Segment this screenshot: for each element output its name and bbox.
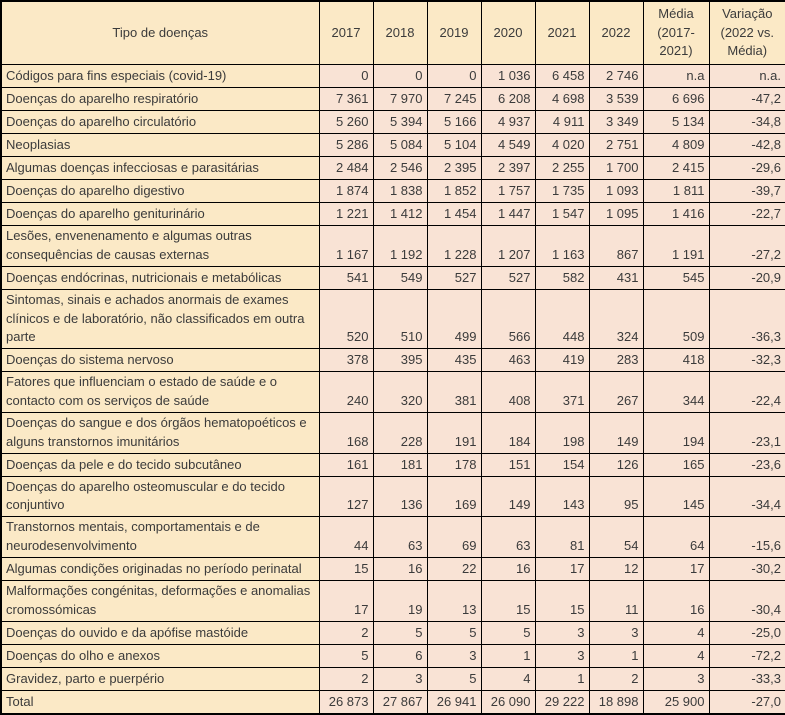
header-year-2022: 2022 bbox=[589, 1, 643, 65]
row-value: 324 bbox=[589, 289, 643, 349]
row-value: 1 874 bbox=[319, 180, 373, 203]
row-label: Doenças do ouvido e da apófise mastóide bbox=[1, 621, 319, 644]
row-value: 149 bbox=[589, 412, 643, 453]
row-value: 267 bbox=[589, 372, 643, 413]
row-value: 320 bbox=[373, 372, 427, 413]
row-value: 44 bbox=[319, 517, 373, 558]
table-row bbox=[1, 453, 785, 476]
row-value: 22 bbox=[427, 557, 481, 580]
row-value: 145 bbox=[643, 476, 709, 517]
table-row bbox=[1, 580, 785, 621]
row-value: -27,2 bbox=[709, 226, 785, 267]
row-value: 549 bbox=[373, 266, 427, 289]
row-value: 344 bbox=[643, 372, 709, 413]
row-value: 69 bbox=[427, 517, 481, 558]
row-value: 6 bbox=[373, 644, 427, 667]
table-row bbox=[1, 644, 785, 667]
row-value: 1 228 bbox=[427, 226, 481, 267]
row-value: 5 134 bbox=[643, 111, 709, 134]
row-value: 18 898 bbox=[589, 690, 643, 714]
row-value: 54 bbox=[589, 517, 643, 558]
row-value: 1 412 bbox=[373, 203, 427, 226]
row-value: 5 bbox=[481, 621, 535, 644]
row-value: 1 093 bbox=[589, 180, 643, 203]
row-value: 371 bbox=[535, 372, 589, 413]
row-value: 3 349 bbox=[589, 111, 643, 134]
row-value: 26 873 bbox=[319, 690, 373, 714]
row-label: Códigos para fins especiais (covid-19) bbox=[1, 65, 319, 88]
header-media: Média (2017-2021) bbox=[643, 1, 709, 65]
row-value: 151 bbox=[481, 453, 535, 476]
table-row bbox=[1, 157, 785, 180]
row-value: 2 751 bbox=[589, 134, 643, 157]
row-value: 2 255 bbox=[535, 157, 589, 180]
row-value: 17 bbox=[643, 557, 709, 580]
row-value: 283 bbox=[589, 349, 643, 372]
row-value: 5 bbox=[319, 644, 373, 667]
row-value: 7 361 bbox=[319, 88, 373, 111]
row-value: 1 852 bbox=[427, 180, 481, 203]
row-value: -23,6 bbox=[709, 453, 785, 476]
row-value: 1 454 bbox=[427, 203, 481, 226]
row-value: 395 bbox=[373, 349, 427, 372]
row-value: 15 bbox=[535, 580, 589, 621]
row-value: 3 bbox=[643, 667, 709, 690]
header-row bbox=[1, 1, 785, 65]
row-value: 228 bbox=[373, 412, 427, 453]
row-value: 431 bbox=[589, 266, 643, 289]
row-value: 5 166 bbox=[427, 111, 481, 134]
row-value: 1 757 bbox=[481, 180, 535, 203]
row-value: 1 167 bbox=[319, 226, 373, 267]
header-year-2020: 2020 bbox=[481, 1, 535, 65]
row-value: -72,2 bbox=[709, 644, 785, 667]
row-value: 4 bbox=[643, 621, 709, 644]
row-value: 0 bbox=[427, 65, 481, 88]
table-row bbox=[1, 266, 785, 289]
row-value: 4 549 bbox=[481, 134, 535, 157]
row-label: Fatores que influenciam o estado de saúde e o contacto com os serviços de saúde bbox=[1, 372, 319, 413]
row-value: 3 539 bbox=[589, 88, 643, 111]
row-value: 582 bbox=[535, 266, 589, 289]
table-row bbox=[1, 289, 785, 349]
row-label: Algumas condições originadas no período perinatal bbox=[1, 557, 319, 580]
row-value: 418 bbox=[643, 349, 709, 372]
row-value: 2 484 bbox=[319, 157, 373, 180]
row-value: 5 bbox=[373, 621, 427, 644]
row-value: 184 bbox=[481, 412, 535, 453]
row-value: 527 bbox=[427, 266, 481, 289]
row-value: 5 286 bbox=[319, 134, 373, 157]
row-value: 81 bbox=[535, 517, 589, 558]
row-value: 4 bbox=[481, 667, 535, 690]
row-value: 25 900 bbox=[643, 690, 709, 714]
row-value: 191 bbox=[427, 412, 481, 453]
row-value: 136 bbox=[373, 476, 427, 517]
row-value: 3 bbox=[535, 621, 589, 644]
row-value: n.a bbox=[643, 65, 709, 88]
row-value: 4 020 bbox=[535, 134, 589, 157]
row-value: 1 735 bbox=[535, 180, 589, 203]
row-value: -23,1 bbox=[709, 412, 785, 453]
row-value: 149 bbox=[481, 476, 535, 517]
table-row bbox=[1, 667, 785, 690]
row-value: 545 bbox=[643, 266, 709, 289]
row-value: 1 bbox=[481, 644, 535, 667]
row-value: 26 941 bbox=[427, 690, 481, 714]
row-value: 63 bbox=[481, 517, 535, 558]
row-value: 1 811 bbox=[643, 180, 709, 203]
row-value: 448 bbox=[535, 289, 589, 349]
row-value: 165 bbox=[643, 453, 709, 476]
row-label: Lesões, envenenamento e algumas outras consequências de causas externas bbox=[1, 226, 319, 267]
row-value: 1 036 bbox=[481, 65, 535, 88]
row-value: 17 bbox=[535, 557, 589, 580]
header-year-2019: 2019 bbox=[427, 1, 481, 65]
row-value: -30,4 bbox=[709, 580, 785, 621]
row-value: 0 bbox=[373, 65, 427, 88]
table-row bbox=[1, 226, 785, 267]
row-value: 3 bbox=[535, 644, 589, 667]
header-year-2021: 2021 bbox=[535, 1, 589, 65]
row-label: Doenças do aparelho digestivo bbox=[1, 180, 319, 203]
row-value: 4 bbox=[643, 644, 709, 667]
row-value: 3 bbox=[373, 667, 427, 690]
row-value: -22,4 bbox=[709, 372, 785, 413]
row-value: 12 bbox=[589, 557, 643, 580]
row-value: 2 546 bbox=[373, 157, 427, 180]
row-value: 126 bbox=[589, 453, 643, 476]
row-value: 169 bbox=[427, 476, 481, 517]
row-value: 520 bbox=[319, 289, 373, 349]
row-value: 27 867 bbox=[373, 690, 427, 714]
row-value: 510 bbox=[373, 289, 427, 349]
row-value: 29 222 bbox=[535, 690, 589, 714]
row-value: 154 bbox=[535, 453, 589, 476]
row-value: 1 163 bbox=[535, 226, 589, 267]
row-value: 15 bbox=[481, 580, 535, 621]
row-value: -42,8 bbox=[709, 134, 785, 157]
header-variacao: Variação (2022 vs. Média) bbox=[709, 1, 785, 65]
row-label: Doenças do aparelho respiratório bbox=[1, 88, 319, 111]
table-row bbox=[1, 690, 785, 714]
row-value: -15,6 bbox=[709, 517, 785, 558]
row-value: 4 911 bbox=[535, 111, 589, 134]
row-value: 2 bbox=[589, 667, 643, 690]
row-value: 7 970 bbox=[373, 88, 427, 111]
row-value: 499 bbox=[427, 289, 481, 349]
row-label: Doenças do aparelho circulatório bbox=[1, 111, 319, 134]
row-value: 63 bbox=[373, 517, 427, 558]
row-value: 143 bbox=[535, 476, 589, 517]
row-value: 2 bbox=[319, 667, 373, 690]
row-value: -34,4 bbox=[709, 476, 785, 517]
row-value: 6 458 bbox=[535, 65, 589, 88]
row-value: -22,7 bbox=[709, 203, 785, 226]
row-value: 1 416 bbox=[643, 203, 709, 226]
row-value: 16 bbox=[373, 557, 427, 580]
row-value: -36,3 bbox=[709, 289, 785, 349]
row-value: -27,0 bbox=[709, 690, 785, 714]
row-value: 16 bbox=[643, 580, 709, 621]
row-value: 4 937 bbox=[481, 111, 535, 134]
row-value: -47,2 bbox=[709, 88, 785, 111]
row-value: 867 bbox=[589, 226, 643, 267]
row-value: 2 395 bbox=[427, 157, 481, 180]
row-value: 527 bbox=[481, 266, 535, 289]
header-year-2017: 2017 bbox=[319, 1, 373, 65]
row-value: 1 447 bbox=[481, 203, 535, 226]
row-label: Doenças do olho e anexos bbox=[1, 644, 319, 667]
row-label: Neoplasias bbox=[1, 134, 319, 157]
row-value: 11 bbox=[589, 580, 643, 621]
row-value: 381 bbox=[427, 372, 481, 413]
row-value: -25,0 bbox=[709, 621, 785, 644]
row-value: -32,3 bbox=[709, 349, 785, 372]
row-value: 26 090 bbox=[481, 690, 535, 714]
row-label: Doenças do sangue e dos órgãos hematopoéticos e alguns transtornos imunitários bbox=[1, 412, 319, 453]
row-value: 419 bbox=[535, 349, 589, 372]
table-row bbox=[1, 557, 785, 580]
row-value: 178 bbox=[427, 453, 481, 476]
row-value: 509 bbox=[643, 289, 709, 349]
table-row bbox=[1, 134, 785, 157]
row-value: 5 260 bbox=[319, 111, 373, 134]
row-value: 0 bbox=[319, 65, 373, 88]
table-row bbox=[1, 65, 785, 88]
table-row bbox=[1, 412, 785, 453]
table-row bbox=[1, 88, 785, 111]
table-row bbox=[1, 111, 785, 134]
row-value: 5 104 bbox=[427, 134, 481, 157]
row-value: 1 bbox=[589, 644, 643, 667]
table-row bbox=[1, 476, 785, 517]
row-value: 198 bbox=[535, 412, 589, 453]
row-value: 541 bbox=[319, 266, 373, 289]
row-value: 6 208 bbox=[481, 88, 535, 111]
row-value: 19 bbox=[373, 580, 427, 621]
row-label: Total bbox=[1, 690, 319, 714]
row-value: 17 bbox=[319, 580, 373, 621]
row-label: Doenças da pele e do tecido subcutâneo bbox=[1, 453, 319, 476]
row-value: 566 bbox=[481, 289, 535, 349]
row-label: Algumas doenças infecciosas e parasitárias bbox=[1, 157, 319, 180]
row-value: 15 bbox=[319, 557, 373, 580]
row-value: -34,8 bbox=[709, 111, 785, 134]
row-label: Transtornos mentais, comportamentais e de neurodesenvolvimento bbox=[1, 517, 319, 558]
row-value: -29,6 bbox=[709, 157, 785, 180]
row-value: 64 bbox=[643, 517, 709, 558]
row-value: 435 bbox=[427, 349, 481, 372]
row-value: -30,2 bbox=[709, 557, 785, 580]
row-value: 2 746 bbox=[589, 65, 643, 88]
row-value: 408 bbox=[481, 372, 535, 413]
row-label: Doenças do sistema nervoso bbox=[1, 349, 319, 372]
row-value: 378 bbox=[319, 349, 373, 372]
row-value: 194 bbox=[643, 412, 709, 453]
row-value: 7 245 bbox=[427, 88, 481, 111]
row-value: 3 bbox=[427, 644, 481, 667]
row-value: 1 191 bbox=[643, 226, 709, 267]
row-value: 13 bbox=[427, 580, 481, 621]
row-value: -33,3 bbox=[709, 667, 785, 690]
row-label: Malformações congénitas, deformações e anomalias cromossómicas bbox=[1, 580, 319, 621]
row-value: 5 bbox=[427, 667, 481, 690]
row-label: Doenças do aparelho geniturinário bbox=[1, 203, 319, 226]
row-value: 161 bbox=[319, 453, 373, 476]
table-body bbox=[1, 65, 785, 714]
row-label: Gravidez, parto e puerpério bbox=[1, 667, 319, 690]
row-value: 168 bbox=[319, 412, 373, 453]
row-value: 4 809 bbox=[643, 134, 709, 157]
row-value: 1 207 bbox=[481, 226, 535, 267]
row-value: 181 bbox=[373, 453, 427, 476]
row-label: Doenças do aparelho osteomuscular e do tecido conjuntivo bbox=[1, 476, 319, 517]
row-value: 240 bbox=[319, 372, 373, 413]
row-value: 2 397 bbox=[481, 157, 535, 180]
row-value: 127 bbox=[319, 476, 373, 517]
row-value: 1 221 bbox=[319, 203, 373, 226]
row-value: 2 bbox=[319, 621, 373, 644]
table-row bbox=[1, 621, 785, 644]
row-value: 95 bbox=[589, 476, 643, 517]
row-value: 6 696 bbox=[643, 88, 709, 111]
row-value: 1 700 bbox=[589, 157, 643, 180]
row-value: 1 192 bbox=[373, 226, 427, 267]
header-disease-type: Tipo de doenças bbox=[1, 1, 319, 65]
table-row bbox=[1, 203, 785, 226]
row-value: 5 394 bbox=[373, 111, 427, 134]
row-label: Sintomas, sinais e achados anormais de exames clínicos e de laboratório, não classificados em outra parte bbox=[1, 289, 319, 349]
row-value: 2 415 bbox=[643, 157, 709, 180]
row-value: 3 bbox=[589, 621, 643, 644]
row-value: 1 095 bbox=[589, 203, 643, 226]
row-value: 5 bbox=[427, 621, 481, 644]
table-row bbox=[1, 180, 785, 203]
row-value: 16 bbox=[481, 557, 535, 580]
row-value: 5 084 bbox=[373, 134, 427, 157]
row-value: 1 bbox=[535, 667, 589, 690]
row-value: -20,9 bbox=[709, 266, 785, 289]
table-row bbox=[1, 372, 785, 413]
row-label: Doenças endócrinas, nutricionais e metabólicas bbox=[1, 266, 319, 289]
row-value: 4 698 bbox=[535, 88, 589, 111]
table-row bbox=[1, 517, 785, 558]
row-value: n.a. bbox=[709, 65, 785, 88]
row-value: -39,7 bbox=[709, 180, 785, 203]
table-row bbox=[1, 349, 785, 372]
header-year-2018: 2018 bbox=[373, 1, 427, 65]
row-value: 1 838 bbox=[373, 180, 427, 203]
row-value: 463 bbox=[481, 349, 535, 372]
row-value: 1 547 bbox=[535, 203, 589, 226]
